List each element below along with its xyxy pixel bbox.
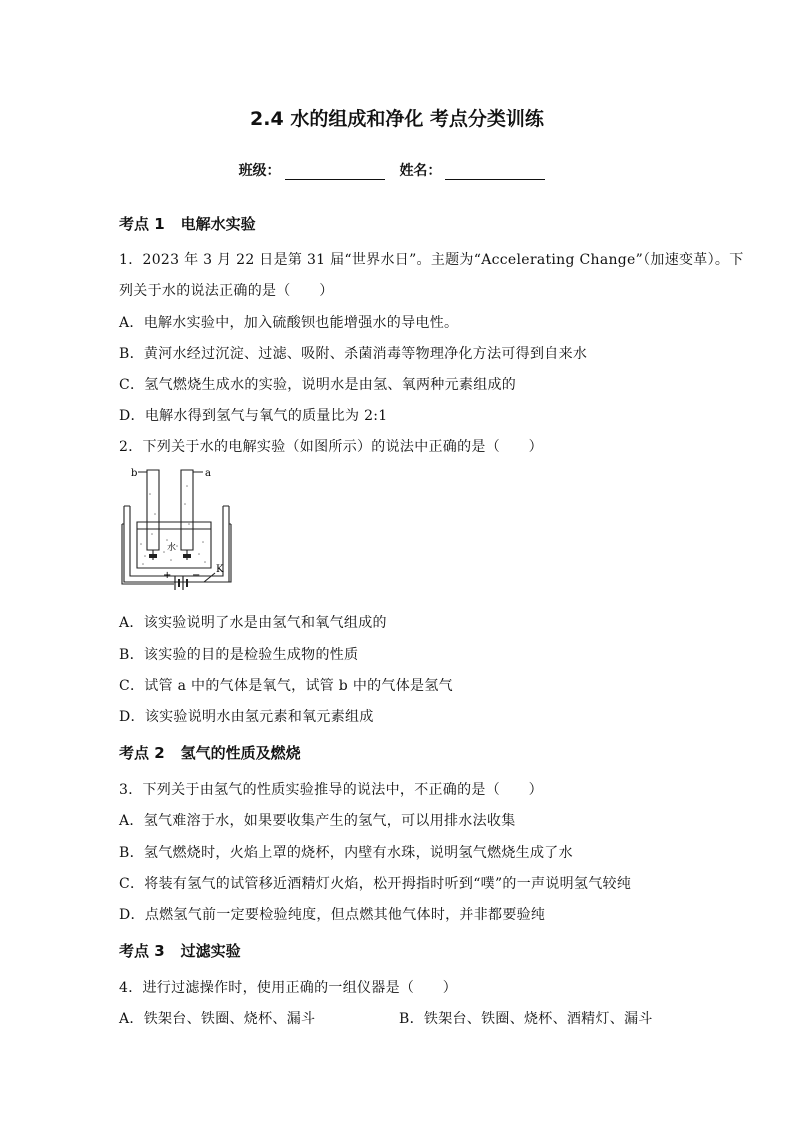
page-title: 2.4 水的组成和净化 考点分类训练 [250,108,544,130]
trough-inner [130,506,223,576]
label-b: b [131,468,138,479]
label-minus: − [192,570,201,581]
q2-option-d: D．该实验说明水由氢元素和氧元素组成 [119,709,374,725]
q4-stem: 4．进行过滤操作时，使用正确的一组仪器是（ ） [119,980,458,996]
q3-stem: 3．下列关于由氢气的性质实验推导的说法中，不正确的是（ ） [119,782,543,798]
q2-stem: 2．下列关于水的电解实验（如图所示）的说法中正确的是（ ） [119,439,543,455]
q2-option-c: C．试管 a 中的气体是氧气，试管 b 中的气体是氢气 [119,678,453,694]
section-title: 氢气的性质及燃烧 [180,744,301,762]
trough-outer [124,506,229,582]
electrolysis-apparatus-figure [119,464,234,599]
q1-option-a: A．电解水实验中，加入硫酸钡也能增强水的导电性。 [119,315,459,331]
q3-option-a: A．氢气难溶于水，如果要收集产生的氢气，可以用排水法收集 [119,813,516,829]
section-heading-3 [119,940,241,961]
label-plus: + [163,570,172,581]
q3-option-c: C．将装有氢气的试管移近酒精灯火焰，松开拇指时听到“噗”的一声说明氢气较纯 [119,876,632,892]
section-number: 考点 3 [119,942,165,960]
q1-option-d: D．电解水得到氢气与氧气的质量比为 2:1 [119,408,388,424]
section-number: 考点 2 [119,744,165,762]
class-label: 班级： [238,163,281,179]
section-heading-1 [119,213,256,234]
section-title: 过滤实验 [180,942,241,960]
q2-option-b: B．该实验的目的是检验生成物的性质 [119,647,359,663]
q3-option-b: B．氢气燃烧时，火焰上罩的烧杯，内壁有水珠，说明氢气燃烧生成了水 [119,845,573,861]
q3-option-d: D．点燃氢气前一定要检验纯度，但点燃其他气体时，并非都要验纯 [119,907,546,923]
tube-b [147,470,159,550]
section-title: 电解水实验 [180,215,256,233]
tube-a [181,470,193,550]
section-number: 考点 1 [119,215,165,233]
label-water: 水 [167,543,177,553]
name-blank[interactable] [445,165,545,180]
section-heading-2 [119,742,301,763]
q1-option-b: B．黄河水经过沉淀、过滤、吸附、杀菌消毒等物理净化方法可得到自来水 [119,346,588,362]
q4-option-b: B．铁架台、铁圈、烧杯、酒精灯、漏斗 [399,1011,653,1027]
class-blank[interactable] [285,165,385,180]
q2-option-a: A．该实验说明了水是由氢气和氧气组成的 [119,615,387,631]
label-k: K [216,564,224,575]
q4-option-a: A．铁架台、铁圈、烧杯、漏斗 [119,1011,316,1027]
label-a: a [205,468,211,479]
q1-option-c: C．氢气燃烧生成水的实验，说明水是由氢、氧两种元素组成的 [119,377,517,393]
q1-stem-line2: 列关于水的说法正确的是（ ） [119,283,334,299]
q1-stem-line1: 1．2023 年 3 月 22 日是第 31 届“世界水日”。主题为“Accelerating Change”（加速变革）。下 [119,252,744,268]
name-label: 姓名： [399,163,442,179]
class-name-line [0,160,794,180]
